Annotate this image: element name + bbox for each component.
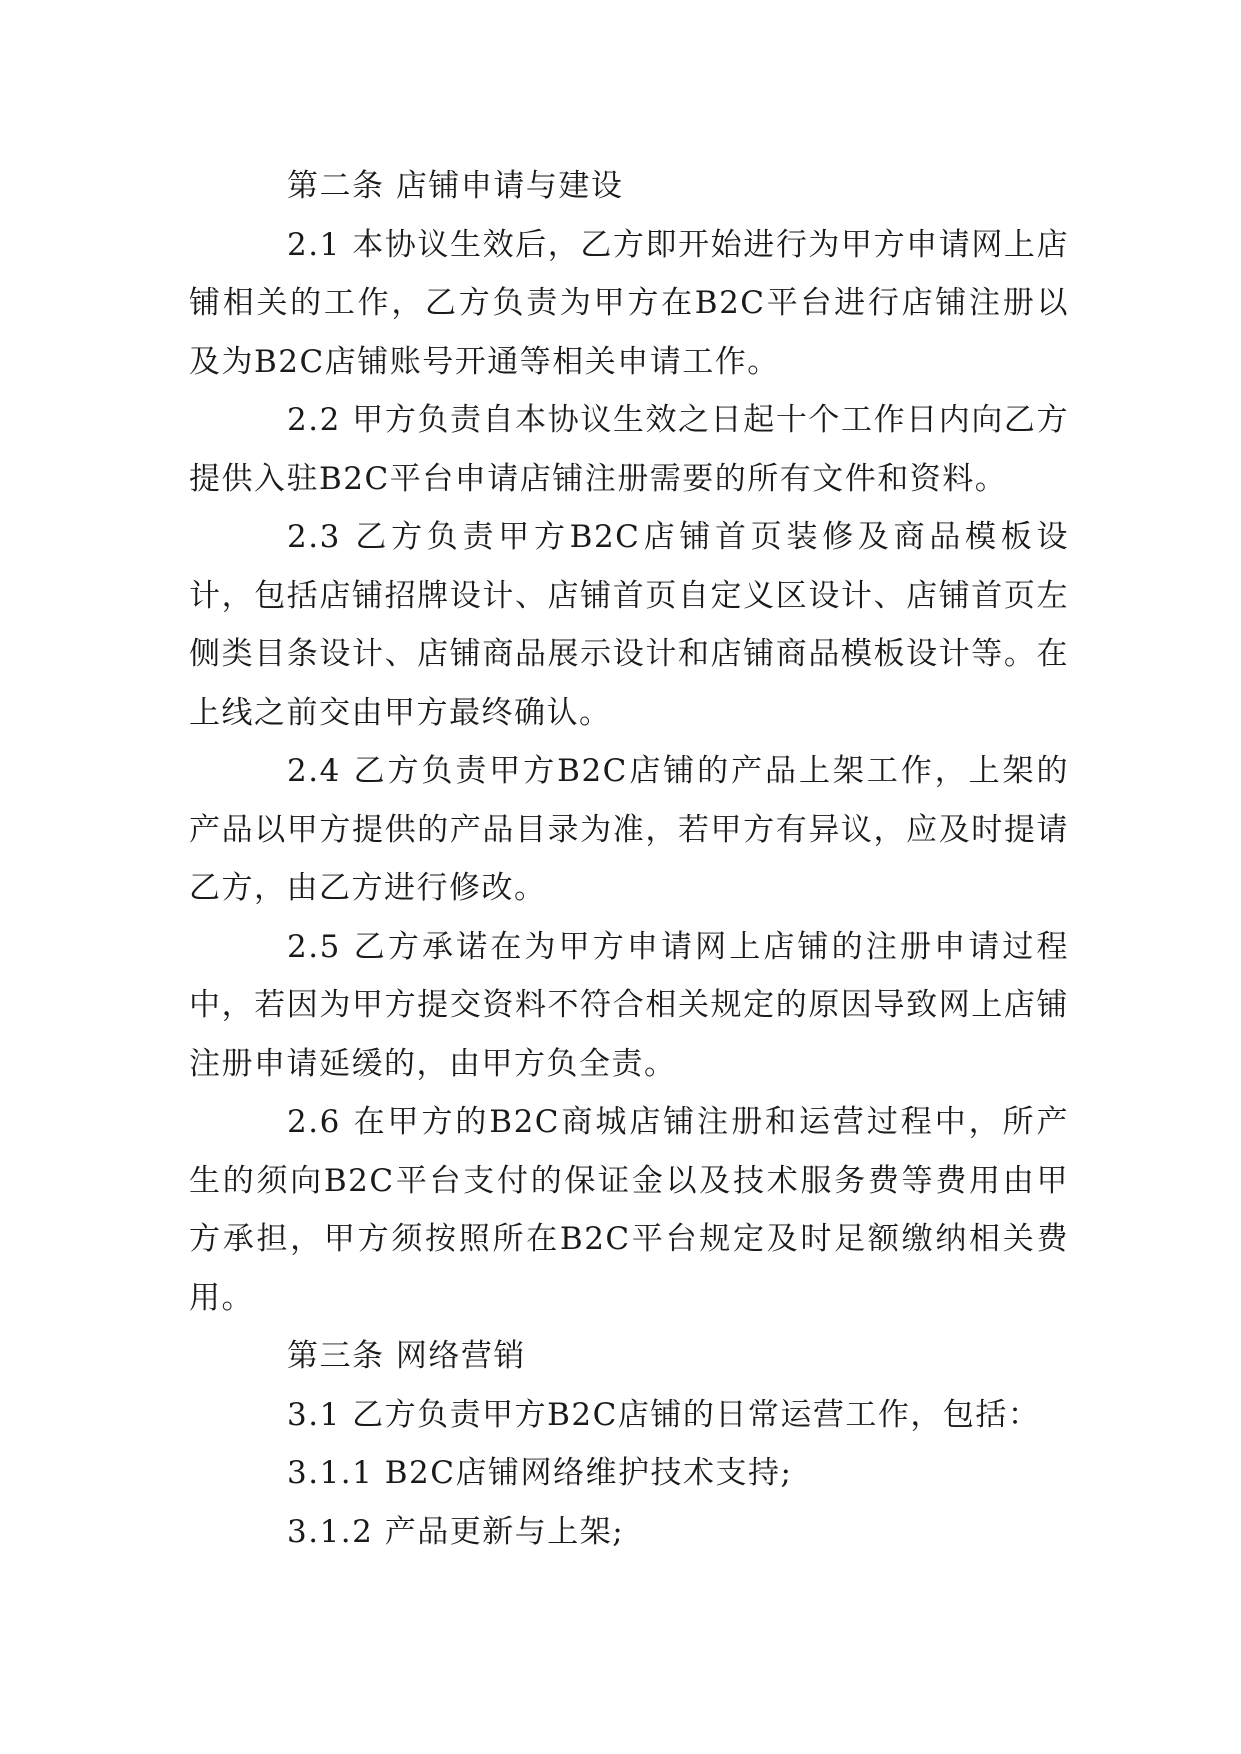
clause-2-2: 2.2 甲方负责自本协议生效之日起十个工作日内向乙方提供入驻B2C平台申请店铺注册需要的所有文件和资料。 — [189, 402, 1069, 497]
clause-3-1-1: 3.1.1 B2C店铺网络维护技术支持; — [287, 1455, 793, 1491]
clause-2-5: 2.5 乙方承诺在为甲方申请网上店铺的注册申请过程中，若因为甲方提交资料不符合相关规定的原因导致网上店铺注册申请延缓的，由甲方负全责。 — [189, 928, 1069, 1082]
document-body — [189, 157, 1069, 1561]
article-3-heading: 第三条 网络营销 — [287, 1338, 526, 1374]
clause-2-6: 2.6 在甲方的B2C商城店铺注册和运营过程中，所产生的须向B2C平台支付的保证金以及技术服务费等费用由甲方承担，甲方须按照所在B2C平台规定及时足额缴纳相关费用。 — [189, 1104, 1069, 1316]
clause-3-1-2: 3.1.2 产品更新与上架; — [287, 1513, 625, 1550]
clause-2-1: 2.1 本协议生效后，乙方即开始进行为甲方申请网上店铺相关的工作，乙方负责为甲方在B2C平台进行店铺注册以及为B2C店铺账号开通等相关申请工作。 — [189, 226, 1069, 380]
article-2-heading: 第二条 店铺申请与建设 — [287, 168, 624, 204]
clause-2-3: 2.3 乙方负责甲方B2C店铺首页装修及商品模板设计，包括店铺招牌设计、店铺首页自定义区设计、店铺首页左侧类目条设计、店铺商品展示设计和店铺商品模板设计等。在上线之前交由甲方最终确认。 — [189, 519, 1069, 731]
clause-2-4: 2.4 乙方负责甲方B2C店铺的产品上架工作，上架的产品以甲方提供的产品目录为准，若甲方有异议，应及时提请乙方，由乙方进行修改。 — [189, 753, 1069, 906]
clause-3-1: 3.1 乙方负责甲方B2C店铺的日常运营工作，包括： — [287, 1396, 1041, 1433]
